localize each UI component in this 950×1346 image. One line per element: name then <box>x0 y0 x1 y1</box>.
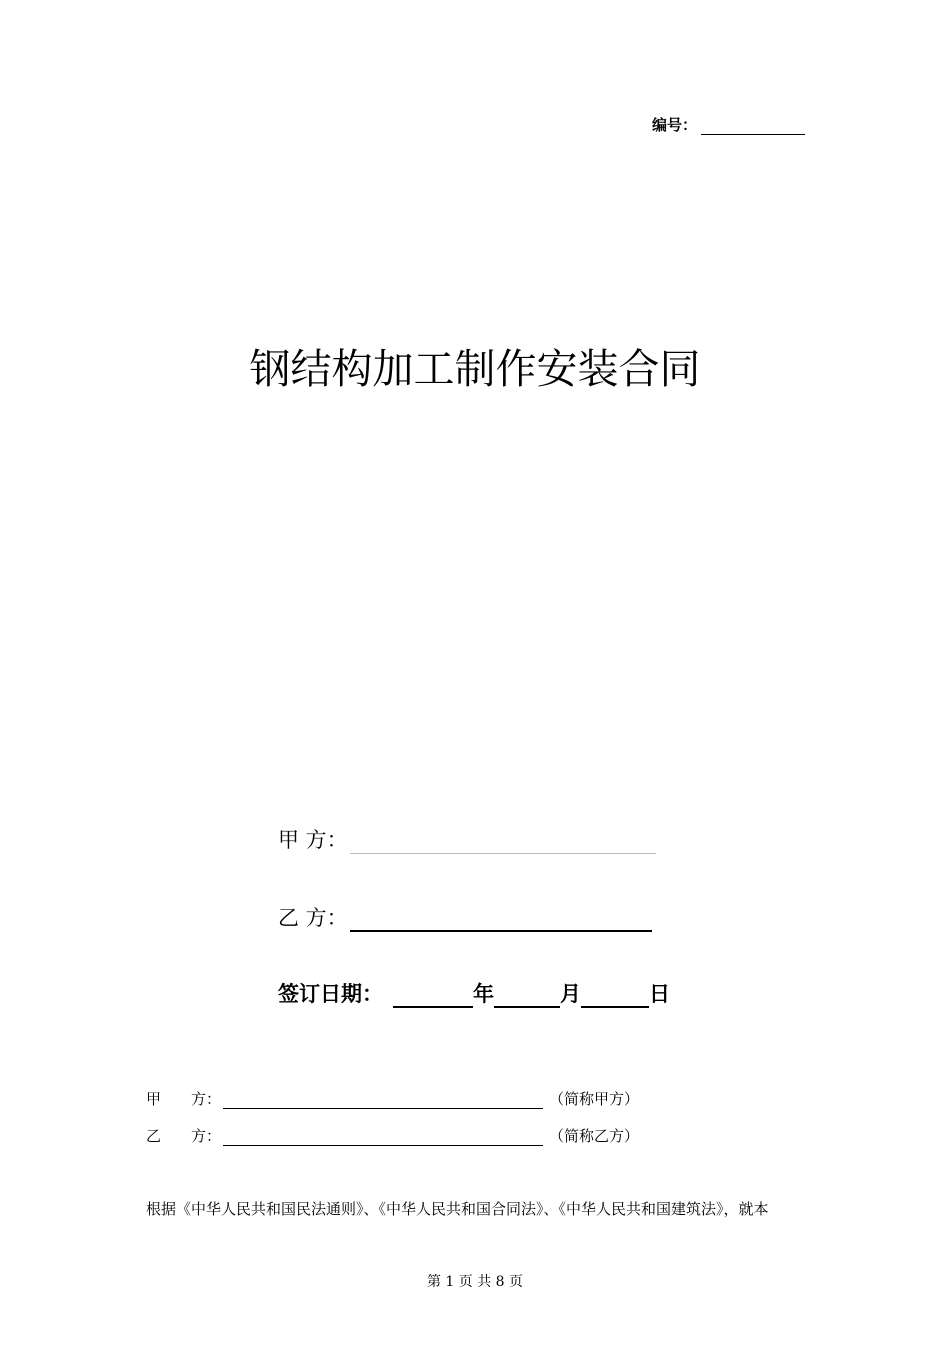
contract-number <box>652 114 805 135</box>
page-footer: 第 1 页 共 8 页 <box>426 1274 524 1290</box>
cover-party-b-blank <box>350 906 652 932</box>
cover-party-b-row <box>278 902 652 932</box>
party-b-blank <box>223 1127 543 1146</box>
party-a-line <box>146 1088 639 1109</box>
party-b-abbr: （简称乙方） <box>549 1127 640 1145</box>
party-a-abbr: （简称甲方） <box>549 1090 640 1108</box>
contract-number-blank <box>701 116 805 135</box>
signing-date-label: 签订日期： <box>278 982 383 1006</box>
month-blank <box>494 982 560 1008</box>
party-b-label: 乙 方： <box>146 1127 222 1145</box>
cover-party-a-label: 甲 方： <box>278 828 348 852</box>
day-blank <box>581 982 649 1008</box>
contract-number-label: 编号： <box>652 116 698 134</box>
party-a-label: 甲 方： <box>146 1090 222 1108</box>
month-label: 月 <box>560 982 581 1006</box>
cover-party-a-blank <box>350 829 656 854</box>
party-a-blank <box>223 1090 543 1109</box>
document-title: 钢结构加工制作安装合同 <box>249 345 701 393</box>
party-b-line <box>146 1125 639 1146</box>
year-label: 年 <box>473 982 494 1006</box>
cover-party-b-label: 乙 方： <box>278 906 348 930</box>
signing-date-row <box>278 978 670 1008</box>
cover-party-a-row <box>278 824 656 854</box>
year-blank <box>393 982 473 1008</box>
day-label: 日 <box>649 982 670 1006</box>
body-paragraph: 根据《中华人民共和国民法通则》、《中华人民共和国合同法》、《中华人民共和国建筑法》，就本 <box>146 1200 769 1218</box>
